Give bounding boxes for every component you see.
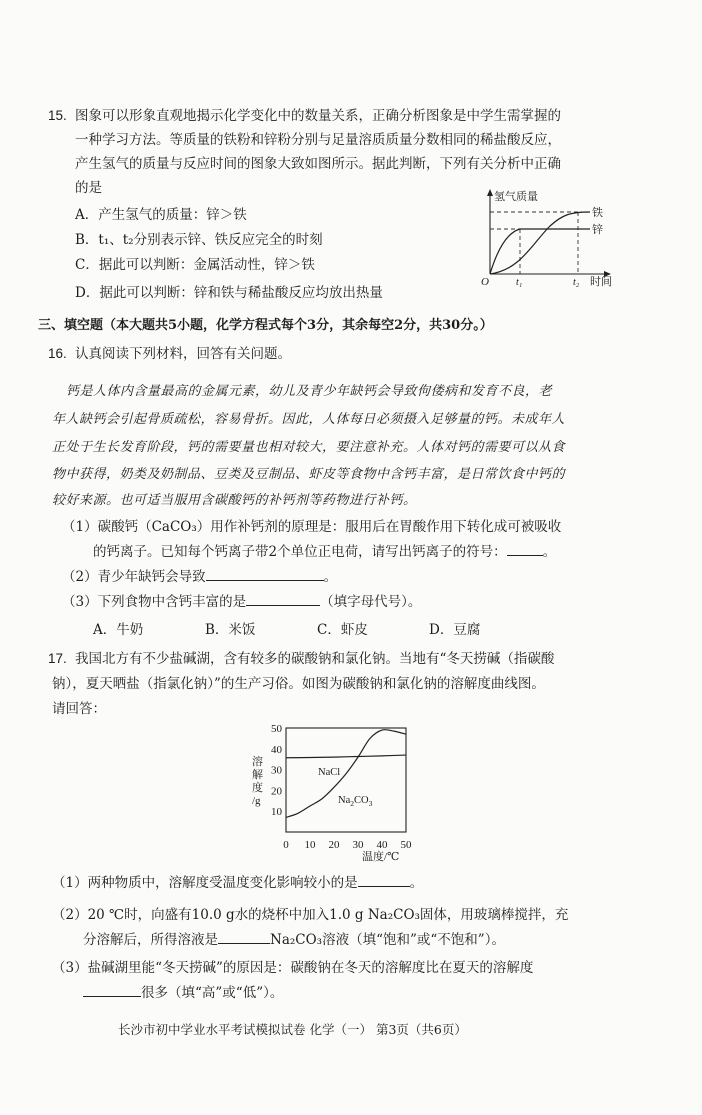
page-footer: 长沙市初中学业水平考试模拟试卷 化学（一） 第3页（共6页）	[118, 1022, 467, 1037]
x-tick-label: 40	[376, 839, 388, 851]
y-tick-label: 40	[271, 743, 282, 756]
x-tick-label: 10	[304, 839, 316, 851]
chart-ylabel-1: 溶	[252, 756, 263, 768]
q15-line-3: 产生氢气的质量与反应时间的图象大致如图所示。据此判断，下列有关分析中正确	[75, 156, 561, 172]
q17-line-2: 钠），夏天晒盐（指氯化钠）”的生产习俗。如图为碳酸钠和氯化钠的溶解度曲线图。	[52, 676, 545, 692]
q17-sub3-text: 很多（填“高”或“低”）。	[141, 985, 284, 1001]
q15-option-c: C．据此可以判断：金属活动性，锌＞铁	[75, 257, 315, 273]
chart-ylabel-2: 解	[252, 769, 263, 781]
y-tick-label: 30	[271, 764, 282, 777]
x-tick-label: 0	[283, 839, 289, 851]
zinc-label: 锌	[592, 224, 603, 236]
q17-sub1: （1）两种物质中，溶解度受温度变化影响较小的是 。	[52, 872, 423, 893]
nacl-curve	[286, 755, 406, 758]
q17-sub1-text: （1）两种物质中，溶解度受温度变化影响较小的是	[52, 875, 358, 891]
q16-option-b: B．米饭	[205, 622, 256, 638]
iron-label: 铁	[592, 207, 603, 219]
q15-number: 15.	[48, 108, 67, 123]
q16-passage-4: 物中获得，奶类及奶制品、豆类及豆制品、虾皮等食物中含钙丰富，是日常饮食中钙的	[52, 467, 566, 482]
graph-xlabel: 时间	[590, 276, 612, 288]
y-tick-label: 20	[271, 785, 282, 798]
q16-sub3-text: （3）下列食物中含钙丰富的是	[62, 594, 247, 610]
x-tick-label: 20	[328, 839, 340, 851]
q17-line-1: 我国北方有不少盐碱湖，含有较多的碳酸钠和氯化钠。当地有“冬天捞碱（指碳酸	[75, 651, 555, 667]
x-tick-labels	[283, 839, 412, 851]
chart-xlabel: 温度/℃	[362, 851, 400, 863]
q15-line-4: 的是	[75, 180, 102, 196]
chart-ylabel-4: /g	[252, 795, 261, 807]
q16-option-a: A．牛奶	[93, 622, 144, 638]
q16-sub1-answer-blank[interactable]	[507, 541, 543, 556]
q16-passage-5: 较好来源。也可适当服用含碳酸钙的补钙剂等药物进行补钙。	[52, 493, 417, 508]
graph-ylabel: 氢气质量	[494, 191, 538, 203]
q15-graph	[468, 186, 628, 288]
q16-passage-1: 钙是人体内含量最高的金属元素，幼儿及青少年缺钙会导致佝偻病和发育不良，老	[66, 384, 553, 399]
q16-sub2-answer-blank[interactable]	[206, 566, 324, 581]
q17-sub2-line1: （2）20 ℃时，向盛有10.0 g水的烧杯中加入1.0 g Na₂CO₃固体，用玻璃棒搅拌，充	[52, 907, 569, 923]
q17-sub2-answer-blank[interactable]	[218, 929, 270, 944]
q15-option-a: A．产生氢气的质量：锌＞铁	[75, 207, 247, 223]
y-tick-labels	[271, 723, 283, 818]
q15-option-d: D．据此可以判断：锌和铁与稀盐酸反应均放出热量	[75, 285, 383, 301]
x-tick-label: 30	[352, 839, 364, 851]
q16-sub2: （2）青少年缺钙会导致 。	[62, 566, 337, 587]
q17-sub1-answer-blank[interactable]	[358, 872, 410, 887]
q16-option-d: D．豆腐	[429, 622, 481, 638]
nacl-label: NaCl	[318, 767, 341, 778]
y-tick-label: 50	[271, 723, 282, 735]
zinc-curve	[490, 229, 590, 274]
y-tick-label: 10	[271, 806, 282, 819]
q16-sub2-text: （2）青少年缺钙会导致	[62, 569, 206, 585]
q15-option-b: B．t₁、t₂分别表示锌、铁反应完全的时刻	[75, 232, 323, 248]
graph-t1: t₁	[516, 277, 523, 288]
q16-passage-2: 年人缺钙会引起骨质疏松，容易骨折。因此，人体每日必须摄入足够量的钙。未成年人	[52, 412, 566, 427]
q17-line-3: 请回答：	[52, 701, 106, 717]
q17-sub2-text: 分溶解后，所得溶液是	[83, 932, 218, 948]
q16-passage-3: 正处于生长发育阶段，钙的需要量也相对较大，要注意补充。人体对钙的需要可以从食	[52, 440, 566, 455]
q16-sub1-text: 的钙离子。已知每个钙离子带2个单位正电荷，请写出钙离子的符号：	[93, 544, 507, 560]
q16-sub1-line2: 的钙离子。已知每个钙离子带2个单位正电荷，请写出钙离子的符号： 。	[93, 541, 556, 562]
q17-number: 17.	[48, 651, 67, 666]
q17-sub3-line1: （3）盐碱湖里能“冬天捞碱”的原因是：碳酸钠在冬天的溶解度比在夏天的溶解度	[52, 960, 534, 976]
chart-ylabel-3: 度	[252, 782, 263, 794]
q16-options	[93, 620, 480, 640]
chart-frame	[286, 728, 406, 832]
graph-origin: O	[481, 276, 489, 288]
q15-line-1: 图象可以形象直观地揭示化学变化中的数量关系，正确分析图象是中学生需掌握的	[75, 108, 561, 124]
q16-number: 16.	[48, 346, 67, 361]
iron-curve	[490, 212, 590, 274]
section-3-heading: 三、填空题（本大题共5小题，化学方程式每个3分，其余每空2分，共30分。）	[38, 318, 493, 333]
q16-intro: 认真阅读下列材料，回答有关问题。	[75, 346, 291, 362]
q16-sub3-answer-blank[interactable]	[246, 591, 320, 606]
q17-sub3-line2	[83, 982, 283, 1003]
q16-sub3: （3）下列食物中含钙丰富的是 （填字母代号）。	[62, 591, 421, 612]
q16-sub1-line1: （1）碳酸钙（CaCO₃）用作补钙剂的原理是：服用后在胃酸作用下转化成可被吸收	[62, 519, 562, 535]
q16-option-c: C．虾皮	[317, 622, 368, 638]
x-tick-label: 50	[400, 839, 412, 851]
q17-sub3-answer-blank[interactable]	[83, 982, 141, 997]
na2co3-label: $Na_2CO_3$	[338, 795, 373, 808]
solubility-chart	[238, 718, 428, 868]
graph-t2: t₂	[573, 277, 580, 288]
q17-sub2-line2: 分溶解后，所得溶液是 Na₂CO₃溶液（填“饱和”或“不饱和”）。	[83, 929, 505, 950]
q15-line-2: 一种学习方法。等质量的铁粉和锌粉分别与足量溶质质量分数相同的稀盐酸反应，	[75, 132, 561, 148]
